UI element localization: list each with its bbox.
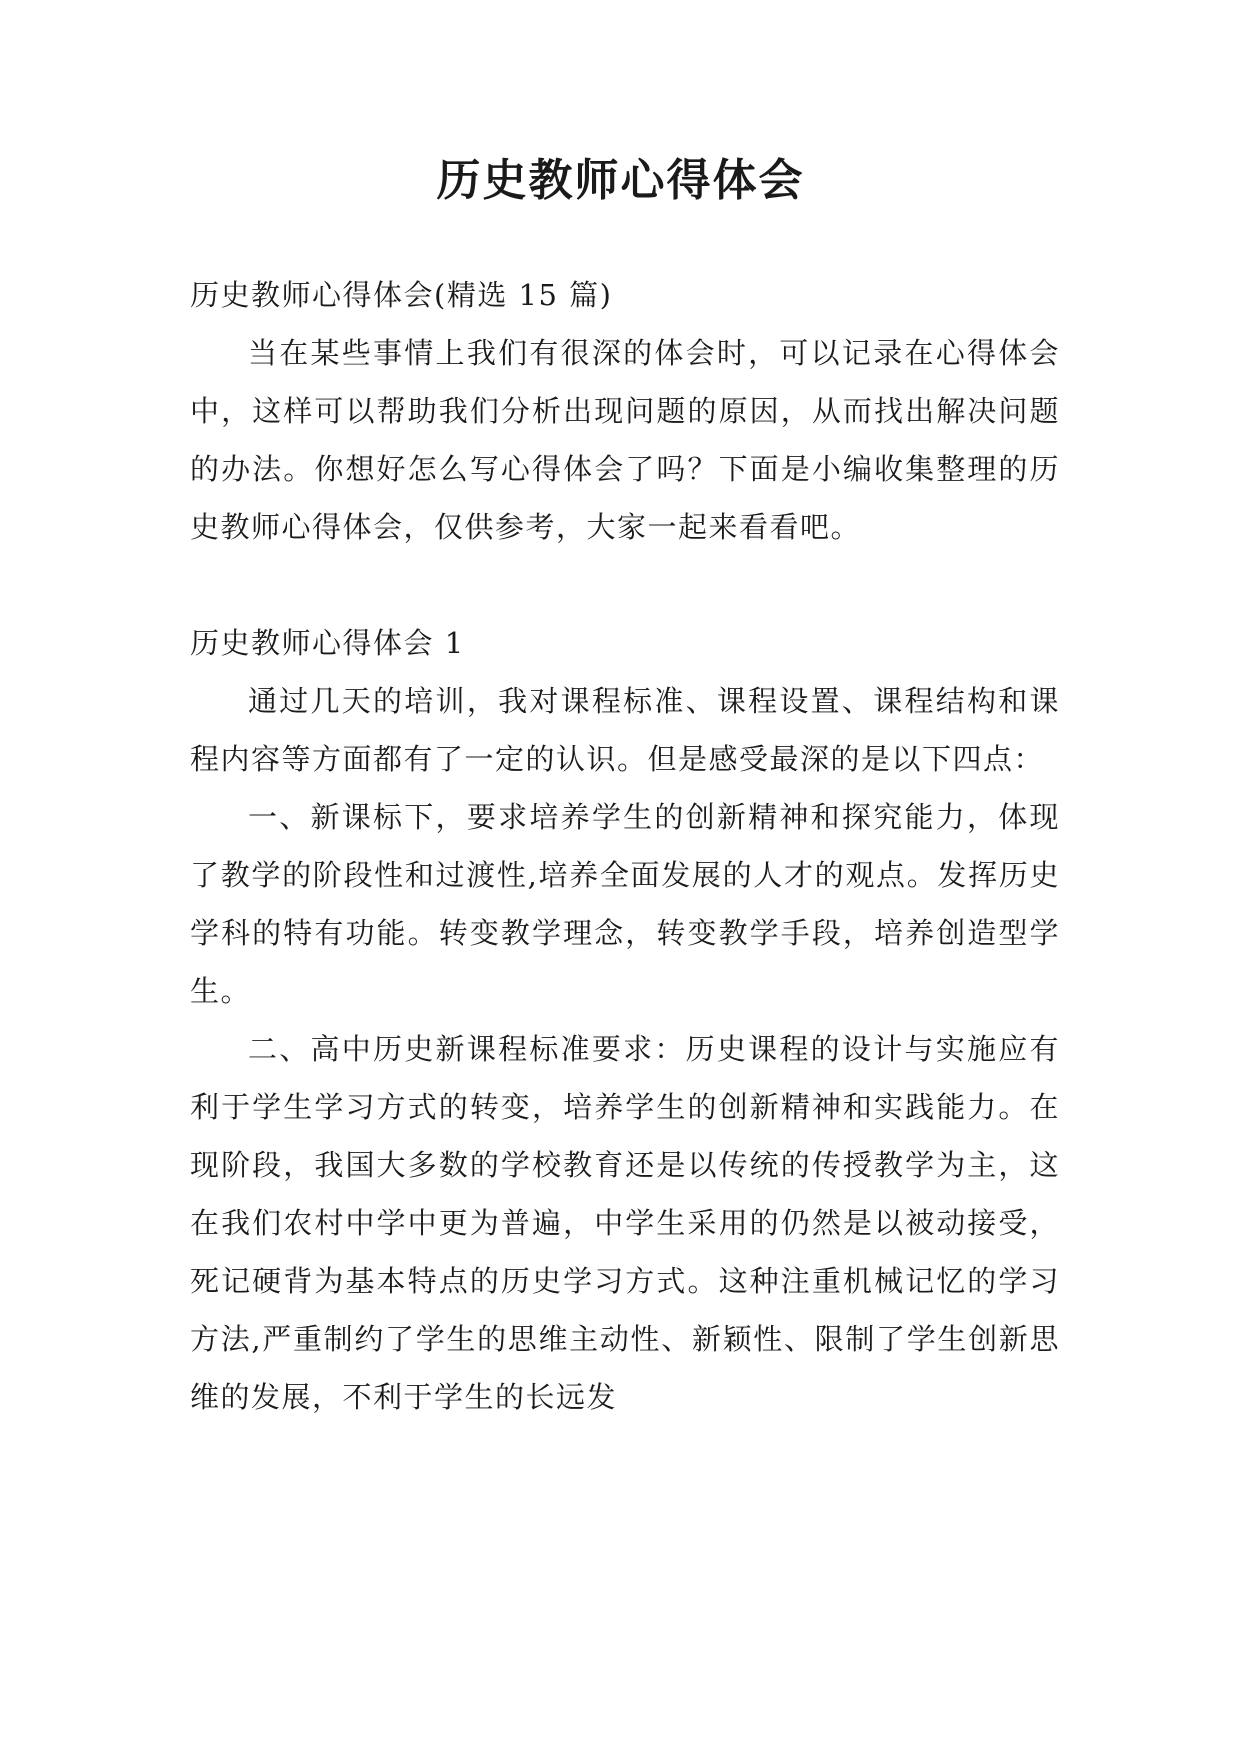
document-subtitle: 历史教师心得体会(精选 15 篇) (190, 278, 613, 312)
section-paragraph-3: 二、高中历史新课程标准要求：历史课程的设计与实施应有利于学生学习方式的转变，培养学生的创新精神和实践能力。在现阶段，我国大多数的学校教育还是以传统的传授教学为主，这在我们农村中学中更为普遍，中学生采用的仍然是以被动接受，死记硬背为基本特点的历史学习方式。这种注重机械记忆的学习方法,严重制约了学生的思维主动性、新颖性、限制了学生创新思维的发展，不利于学生的长远发 (190, 1032, 1060, 1414)
section-paragraph-2: 一、新课标下，要求培养学生的创新精神和探究能力，体现了教学的阶段性和过渡性,培养全面发展的人才的观点。发挥历史学科的特有功能。转变教学理念，转变教学手段，培养创造型学生。 (190, 800, 1060, 1008)
section-gap (190, 556, 1060, 614)
intro-paragraph: 当在某些事情上我们有很深的体会时，可以记录在心得体会中，这样可以帮助我们分析出现问题的原因，从而找出解决问题的办法。你想好怎么写心得体会了吗？下面是小编收集整理的历史教师心得体会，仅供参考，大家一起来看看吧。 (190, 336, 1060, 544)
section-heading: 历史教师心得体会 1 (190, 626, 465, 660)
document-body (190, 266, 1060, 1426)
document-title: 历史教师心得体会 (436, 155, 805, 206)
section-paragraph-1: 通过几天的培训，我对课程标准、课程设置、课程结构和课程内容等方面都有了一定的认识。但是感受最深的是以下四点： (190, 684, 1060, 776)
